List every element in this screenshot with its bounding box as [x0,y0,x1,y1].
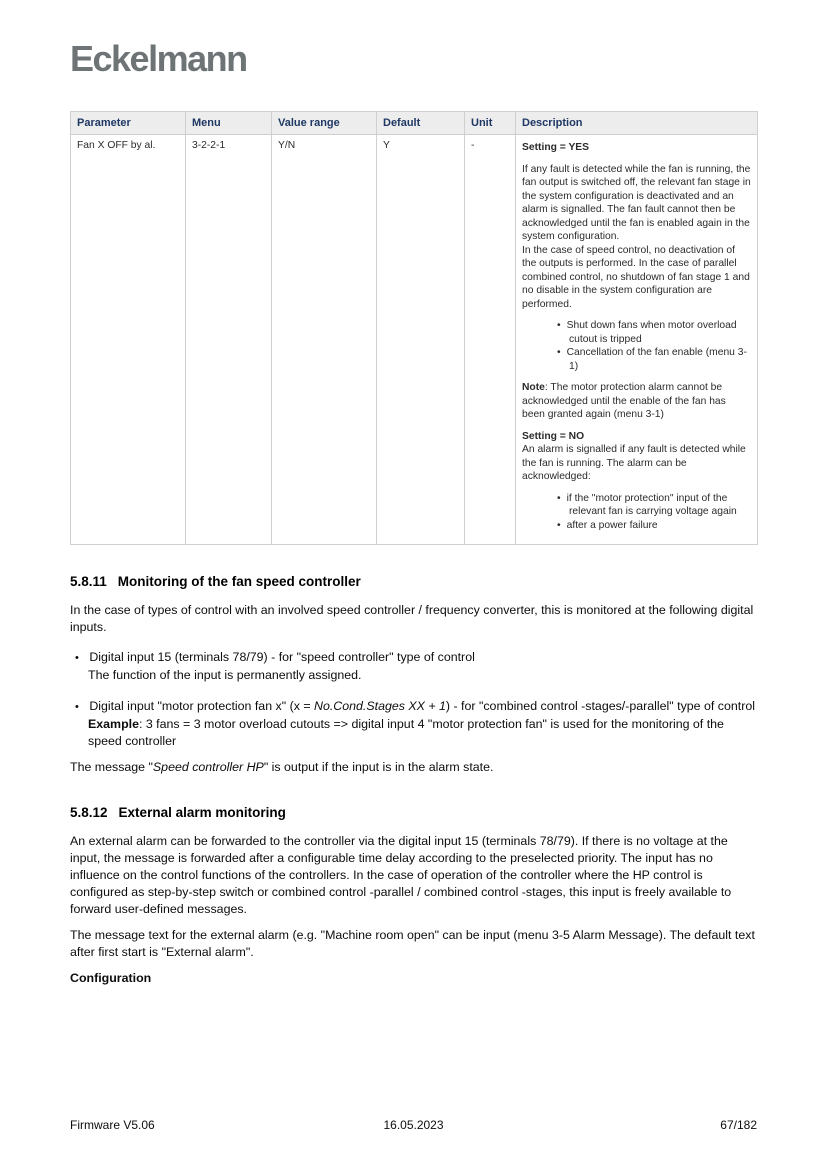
cell-parameter: Fan X OFF by al. [71,135,186,545]
table-header-row [71,112,758,135]
eckelmann-logo: Eckelmann [70,38,247,79]
note-text: : The motor protection alarm cannot be acknowledged until the enable of the fan has been granted again (menu 3-1) [522,382,726,420]
bullet-text-italic: No.Cond.Stages XX + 1 [314,699,446,713]
list-item: • after a power failure [557,519,751,533]
setting-no-bullet-list [522,492,751,533]
cell-menu: 3-2-2-1 [186,135,272,545]
setting-yes-title: Setting = YES [522,142,590,153]
page-footer [70,1118,757,1132]
example-line [88,716,757,750]
col-header-parameter: Parameter [71,112,186,135]
message-pre: The message " [70,760,153,774]
list-item: • Shut down fans when motor overload cutout is tripped [557,319,751,346]
setting-yes-bullet-list [522,319,751,373]
col-header-description: Description [516,112,758,135]
section-title: External alarm monitoring [118,805,286,820]
cell-unit: - [465,135,516,545]
parameter-table [70,111,758,545]
list-item: • if the "motor protection" input of the relevant fan is carrying voltage again [557,492,751,519]
example-label: Example [88,717,139,731]
paragraph-1: An external alarm can be forwarded to the controller via the digital input 15 (terminals 78/79). If there is no voltage at the input, the message is forwarded after a configurable time delay according to the preselected priority. The input has no influence on the control functions of the controllers. In the case of operation of the controller where the HP control is configured as step-by-step switch or combined control -parallel / combined control -stages, this input is freely available to forward user-defined messages. [70,834,732,916]
list-item [75,698,757,750]
bullet-text-pre: Digital input "motor protection fan x" (x = [89,699,315,713]
cell-value-range: Y/N [272,135,377,545]
setting-no-title: Setting = NO [522,430,585,442]
col-header-menu: Menu [186,112,272,135]
cell-description [516,135,758,545]
list-item: • Cancellation of the fan enable (menu 3-1) [557,346,751,373]
intro-paragraph: In the case of types of control with an involved speed controller / frequency converter, this is monitored at the following digital inputs. [70,603,754,634]
setting-no-paragraph: An alarm is signalled if any fault is detected while the fan is running. The alarm can be acknowledged: [522,444,746,482]
digital-input-list [70,649,757,750]
note-label: Note [522,382,545,393]
list-item [75,649,757,684]
paragraph-2: The message text for the external alarm (e.g. "Machine room open" can be input (menu 3-5 Alarm Message). The default text after first start is "External alarm". [70,928,755,959]
footer-firmware-version: Firmware V5.06 [70,1118,155,1132]
note-paragraph [522,381,751,422]
col-header-value-range: Value range [272,112,377,135]
bullet-text-post: ) - for "combined control -stages/-parallel" type of control [445,699,755,713]
footer-date: 16.05.2023 [383,1118,444,1132]
table-row [71,135,758,545]
col-header-unit: Unit [465,112,516,135]
bullet-line-1: Digital input 15 (terminals 78/79) - for "speed controller" type of control [89,650,475,664]
col-header-default: Default [377,112,465,135]
message-post: " is output if the input is in the alarm state. [263,760,494,774]
section-number: 5.8.11 [70,574,107,589]
footer-page-number: 67/182 [720,1118,757,1132]
message-italic: Speed controller HP [152,760,264,774]
message-paragraph [70,759,757,776]
cell-default: Y [377,135,465,545]
configuration-label: Configuration [70,971,152,985]
section-title: Monitoring of the fan speed controller [117,574,361,589]
bullet-line-2: The function of the input is permanently assigned. [88,668,362,682]
section-heading-5-8-11 [70,574,757,589]
section-5-8-11-body [70,602,757,776]
setting-yes-paragraph-1: If any fault is detected while the fan is running, the fan output is switched off, the relevant fan stage in the system configuration is deactivated and an alarm is signalled. The fan fault cannot then be acknowledged until the fan is enabled again in the system configuration. [522,163,751,242]
setting-yes-paragraph-2: In the case of speed control, no deactivation of the outputs is performed. In the case of parallel combined control, no shutdown of fan stage 1 and no disable in the system configuration are performed. [522,244,750,310]
section-heading-5-8-12 [70,805,757,820]
section-number: 5.8.12 [70,805,108,820]
section-5-8-12-body [70,833,757,987]
example-text: : 3 fans = 3 motor overload cutouts => digital input 4 "motor protection fan" is used for the monitoring of the speed controller [88,717,724,748]
